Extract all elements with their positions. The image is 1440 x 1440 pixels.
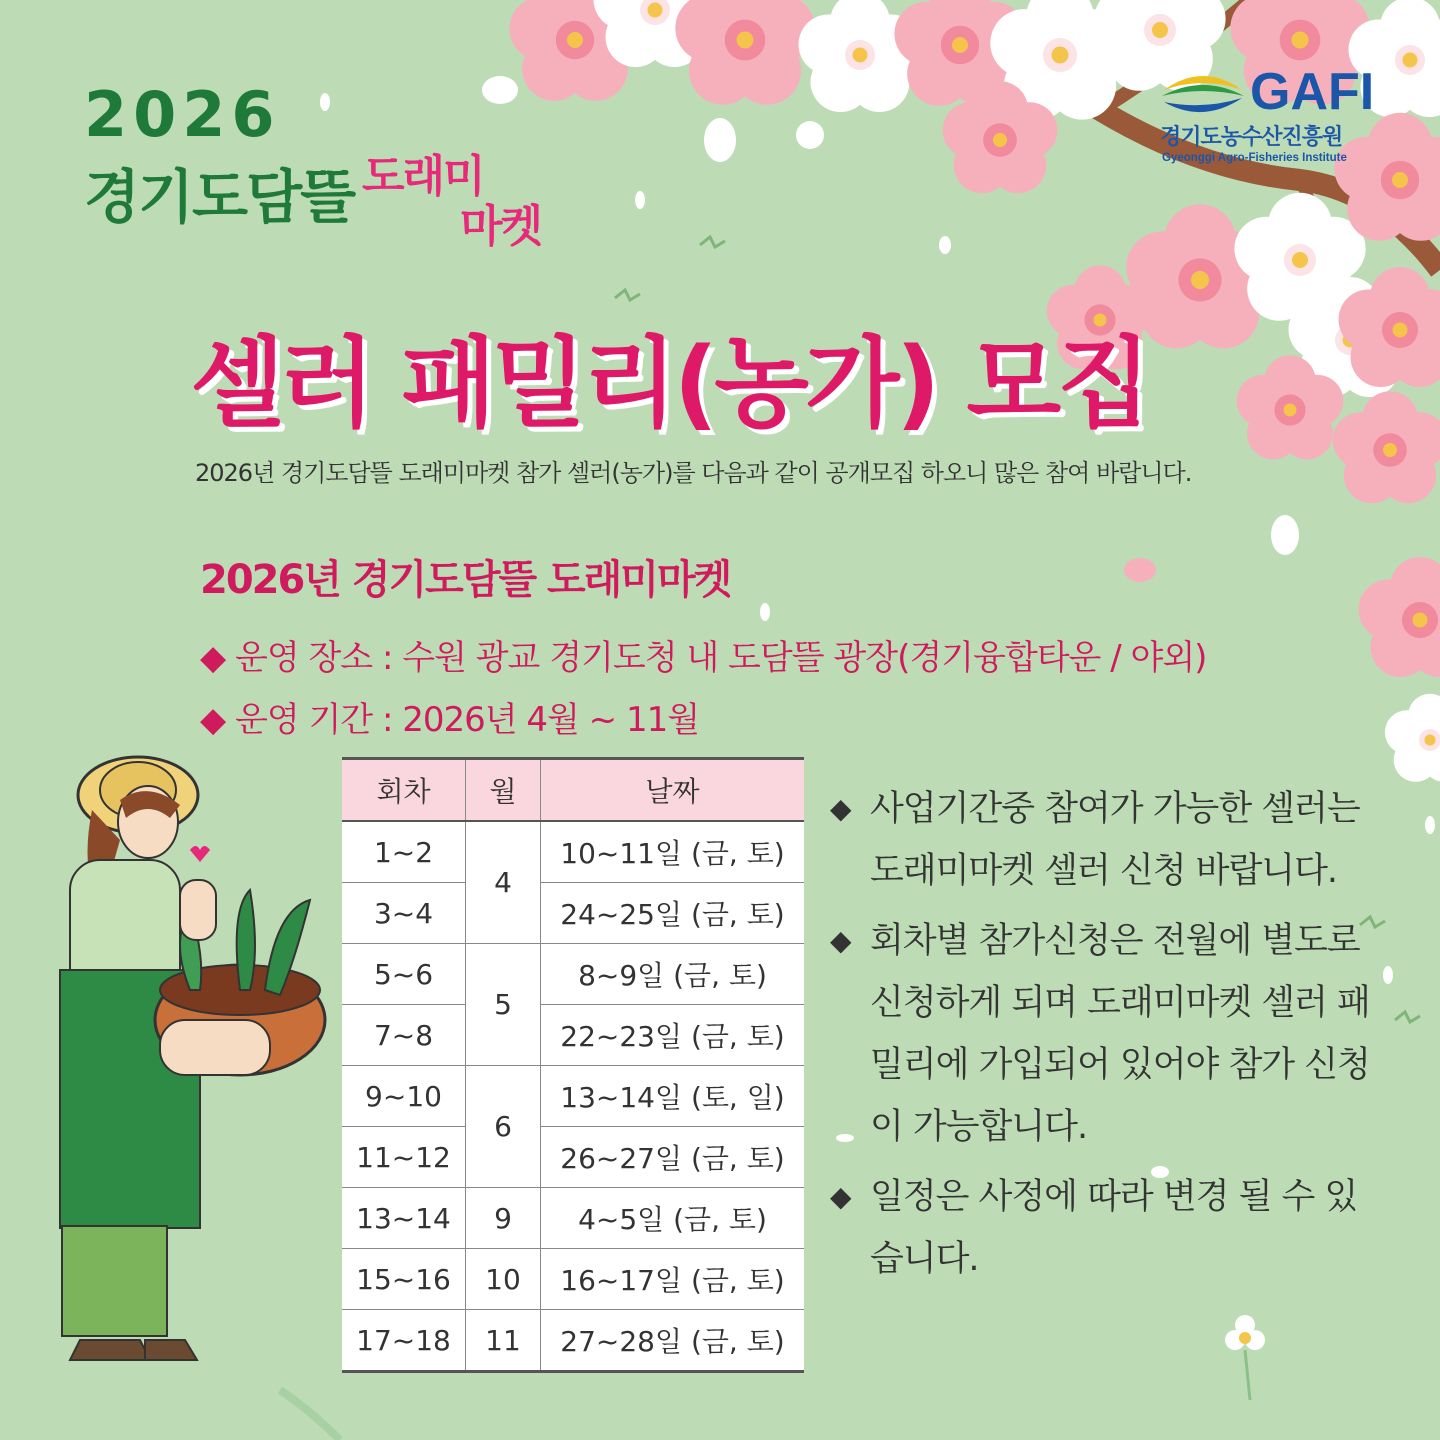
notes-list xyxy=(830,778,1390,1298)
table-row xyxy=(342,1188,804,1249)
table-row xyxy=(342,821,804,883)
schedule-body xyxy=(342,821,804,1372)
table-row xyxy=(342,1127,804,1188)
month-cell: 11 xyxy=(466,1310,541,1372)
table-row xyxy=(342,1005,804,1066)
diamond-bullet-icon: ◆ xyxy=(830,1180,851,1213)
month-cell: 6 xyxy=(466,1066,541,1188)
note-item xyxy=(830,910,1390,1158)
date-cell: 10~11일 (금, 토) xyxy=(541,821,805,883)
month-cell: 4 xyxy=(466,821,541,944)
market-title: 2026년 경기도담뜰 도래미마켓 xyxy=(200,557,731,603)
diamond-bullet-icon: ◆ xyxy=(200,638,226,678)
month-cell: 5 xyxy=(466,944,541,1066)
farmer-illustration xyxy=(40,750,340,1390)
gafi-emblem-icon xyxy=(1160,68,1246,116)
table-row xyxy=(342,1066,804,1127)
month-cell: 9 xyxy=(466,1188,541,1249)
date-cell: 27~28일 (금, 토) xyxy=(541,1310,805,1372)
table-row xyxy=(342,1310,804,1372)
note-item xyxy=(830,778,1390,902)
table-row xyxy=(342,1249,804,1310)
logo-subtitle-line2: 마켓 xyxy=(460,201,542,252)
table-header-row xyxy=(342,759,804,822)
diamond-bullet-icon: ◆ xyxy=(830,924,851,957)
note-item xyxy=(830,1166,1390,1290)
round-cell: 15~16 xyxy=(342,1249,466,1310)
venue-text: 운영 장소 : 수원 광교 경기도청 내 도담뜰 광장(경기융합타운 / 야외) xyxy=(234,638,1207,678)
period-info xyxy=(200,692,699,741)
round-cell: 17~18 xyxy=(342,1310,466,1372)
period-text: 운영 기간 : 2026년 4월 ~ 11월 xyxy=(234,700,700,740)
round-cell: 5~6 xyxy=(342,944,466,1005)
round-cell: 9~10 xyxy=(342,1066,466,1127)
logo-subtitle-line1: 도래미 xyxy=(362,151,484,202)
logo-name: 경기도담뜰 xyxy=(84,163,355,231)
diamond-bullet-icon: ◆ xyxy=(830,792,851,825)
header-date: 날짜 xyxy=(541,759,805,822)
round-cell: 11~12 xyxy=(342,1127,466,1188)
round-cell: 7~8 xyxy=(342,1005,466,1066)
note-text: 일정은 사정에 따라 변경 될 수 있습니다. xyxy=(870,1177,1358,1279)
table-row xyxy=(342,883,804,944)
round-cell: 13~14 xyxy=(342,1188,466,1249)
date-cell: 26~27일 (금, 토) xyxy=(541,1127,805,1188)
logo-year: 2026 xyxy=(84,78,281,151)
date-cell: 24~25일 (금, 토) xyxy=(541,883,805,944)
date-cell: 8~9일 (금, 토) xyxy=(541,944,805,1005)
venue-info xyxy=(200,630,1206,679)
date-cell: 22~23일 (금, 토) xyxy=(541,1005,805,1066)
gafi-logo xyxy=(1160,62,1390,172)
schedule-table xyxy=(342,757,804,1373)
note-text: 회차별 참가신청은 전월에 별도로 신청하게 되며 도래미마켓 셀러 패밀리에 가입되어 있어야 참가 신청이 가능합니다. xyxy=(870,921,1370,1147)
date-cell: 4~5일 (금, 토) xyxy=(541,1188,805,1249)
gafi-wordmark: GAFI xyxy=(1250,63,1375,121)
round-cell: 1~2 xyxy=(342,821,466,883)
month-cell: 10 xyxy=(466,1249,541,1310)
header-round: 회차 xyxy=(342,759,466,822)
date-cell: 16~17일 (금, 토) xyxy=(541,1249,805,1310)
header-month: 월 xyxy=(466,759,541,822)
gafi-korean-name: 경기도농수산진흥원 xyxy=(1160,125,1343,150)
gafi-english-name: Gyeonggi Agro-Fisheries Institute xyxy=(1162,152,1347,164)
note-text: 사업기간중 참여가 가능한 셀러는 도래미마켓 셀러 신청 바랍니다. xyxy=(870,789,1360,891)
page-title: 셀러 패밀리(농가) 모집 xyxy=(190,327,1148,441)
intro-text: 2026년 경기도담뜰 도래미마켓 참가 셀러(농가)를 다음과 같이 공개모집 하오니 많은 참여 바랍니다. xyxy=(195,459,1192,487)
diamond-bullet-icon: ◆ xyxy=(200,700,226,740)
table-row xyxy=(342,944,804,1005)
round-cell: 3~4 xyxy=(342,883,466,944)
date-cell: 13~14일 (토, 일) xyxy=(541,1066,805,1127)
